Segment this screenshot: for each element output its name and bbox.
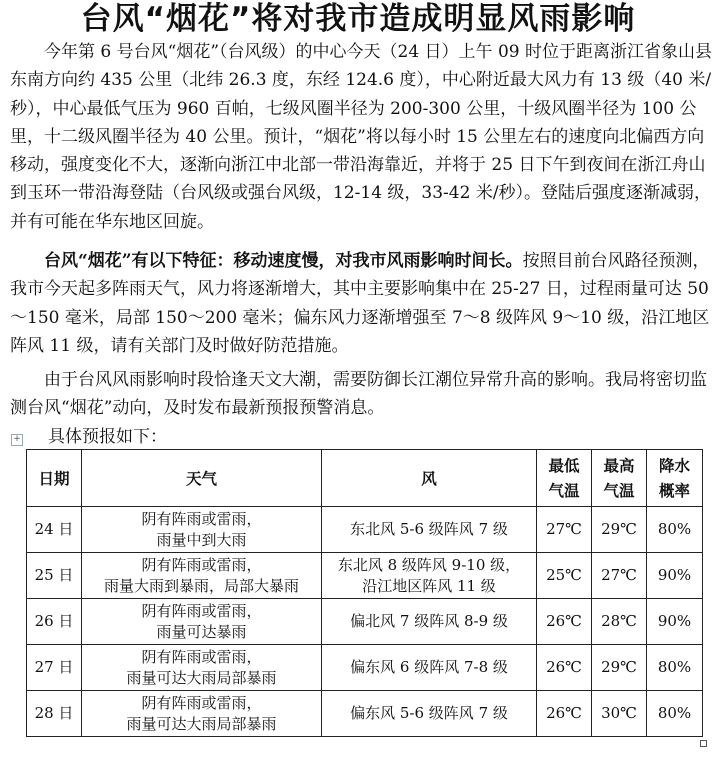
- cell-weather: 阴有阵雨或雷雨， 雨量可达大雨局部暴雨: [82, 691, 322, 737]
- cell-high-temp: 29℃: [592, 645, 647, 691]
- cell-high-temp: 28℃: [592, 599, 647, 645]
- table-move-handle-icon[interactable]: +: [11, 434, 23, 446]
- cell-rain-probability: 80%: [647, 645, 703, 691]
- cell-weather: 阴有阵雨或雷雨， 雨量可达大雨局部暴雨: [82, 645, 322, 691]
- cell-date: 28 日: [27, 691, 82, 737]
- cell-high-temp: 29℃: [592, 507, 647, 553]
- cell-low-temp: 26℃: [537, 691, 592, 737]
- cell-wind: 偏东风 5-6 级阵风 7 级: [322, 691, 537, 737]
- cell-weather: 阴有阵雨或雷雨， 雨量中到大雨: [82, 507, 322, 553]
- document-title: 台风“烟花”将对我市造成明显风雨影响: [80, 1, 636, 37]
- cell-wind: 东北风 8 级阵风 9-10 级， 沿江地区阵风 11 级: [322, 553, 537, 599]
- header-wind: 风: [322, 450, 537, 507]
- cell-date: 26 日: [27, 599, 82, 645]
- header-rain-probability: 降水 概率: [647, 450, 703, 507]
- cell-rain-probability: 90%: [647, 599, 703, 645]
- paragraph-tide-warning: 由于台风风雨影响时段恰逢天文大潮，需要防御长江潮位异常升高的影响。我局将密切监测台风“烟花”动向，及时发布最新预报预警消息。: [10, 370, 707, 419]
- header-low-temp: 最低 气温: [537, 450, 592, 507]
- cell-wind: 偏北风 7 级阵风 8-9 级: [322, 599, 537, 645]
- cell-low-temp: 26℃: [537, 645, 592, 691]
- cell-low-temp: 25℃: [537, 553, 592, 599]
- table-row: [27, 553, 703, 599]
- paragraph-lead-bold: 台风“烟花”有以下特征：移动速度慢，对我市风雨影响时间长。: [44, 251, 523, 271]
- table-row: [27, 507, 703, 553]
- header-high-temp: 最高 气温: [592, 450, 647, 507]
- table-header-row: [27, 450, 703, 507]
- cell-rain-probability: 80%: [647, 691, 703, 737]
- paragraph-typhoon-impact: [10, 247, 716, 360]
- cell-wind: 偏东风 6 级阵风 7-8 级: [322, 645, 537, 691]
- header-date: 日期: [27, 450, 82, 507]
- forecast-table: [26, 449, 703, 737]
- table-row: [27, 645, 703, 691]
- header-weather: 天气: [82, 450, 322, 507]
- table-row: [27, 691, 703, 737]
- cell-rain-probability: 90%: [647, 553, 703, 599]
- cell-weather: 阴有阵雨或雷雨， 雨量大雨到暴雨，局部大暴雨: [82, 553, 322, 599]
- cell-rain-probability: 80%: [647, 507, 703, 553]
- cell-weather: 阴有阵雨或雷雨， 雨量可达暴雨: [82, 599, 322, 645]
- paragraph-impact-body: 按照目前台风路径预测，我市今天起多阵雨天气，风力将逐渐增大，其中主要影响集中在 25-27 日，过程雨量可达 50～150 毫米，局部 150～200 毫米；偏东风力逐渐增强至 7～8 级阵风 9～10 级，沿江地区阵风 11 级，请有关部门及时做好防范措施。: [10, 251, 710, 356]
- cell-wind: 东北风 5-6 级阵风 7 级: [322, 507, 537, 553]
- cell-date: 27 日: [27, 645, 82, 691]
- cell-low-temp: 27℃: [537, 507, 592, 553]
- cell-date: 24 日: [27, 507, 82, 553]
- cell-date: 25 日: [27, 553, 82, 599]
- table-row: [27, 599, 703, 645]
- cell-high-temp: 30℃: [592, 691, 647, 737]
- paragraph-end-marker: [700, 740, 707, 747]
- paragraph-typhoon-position: 今年第 6 号台风“烟花”（台风级）的中心今天（24 日）上午 09 时位于距离浙江省象山县东南方向约 435 公里（北纬 26.3 度，东经 124.6 度），中心附近最大风力有 13 级（40 米/秒），中心最低气压为 960 百帕，七级风圈半径为 200-300 公里，十级风圈半径为 100 公里，十二级风圈半径为 40 公里。预计，“烟花”将以每小时 15 公里左右的速度向北偏西方向移动，强度变化不大，逐渐向浙江中北部一带沿海靠近，并将于 25 日下午到夜间在浙江舟山到玉环一带沿海登陆（台风级或强台风级，12-14 级，33-42 米/秒）。登陆后强度逐渐减弱，并有可能在华东地区回旋。: [10, 42, 712, 232]
- cell-low-temp: 26℃: [537, 599, 592, 645]
- cell-high-temp: 27℃: [592, 553, 647, 599]
- table-intro: 具体预报如下：: [48, 427, 167, 447]
